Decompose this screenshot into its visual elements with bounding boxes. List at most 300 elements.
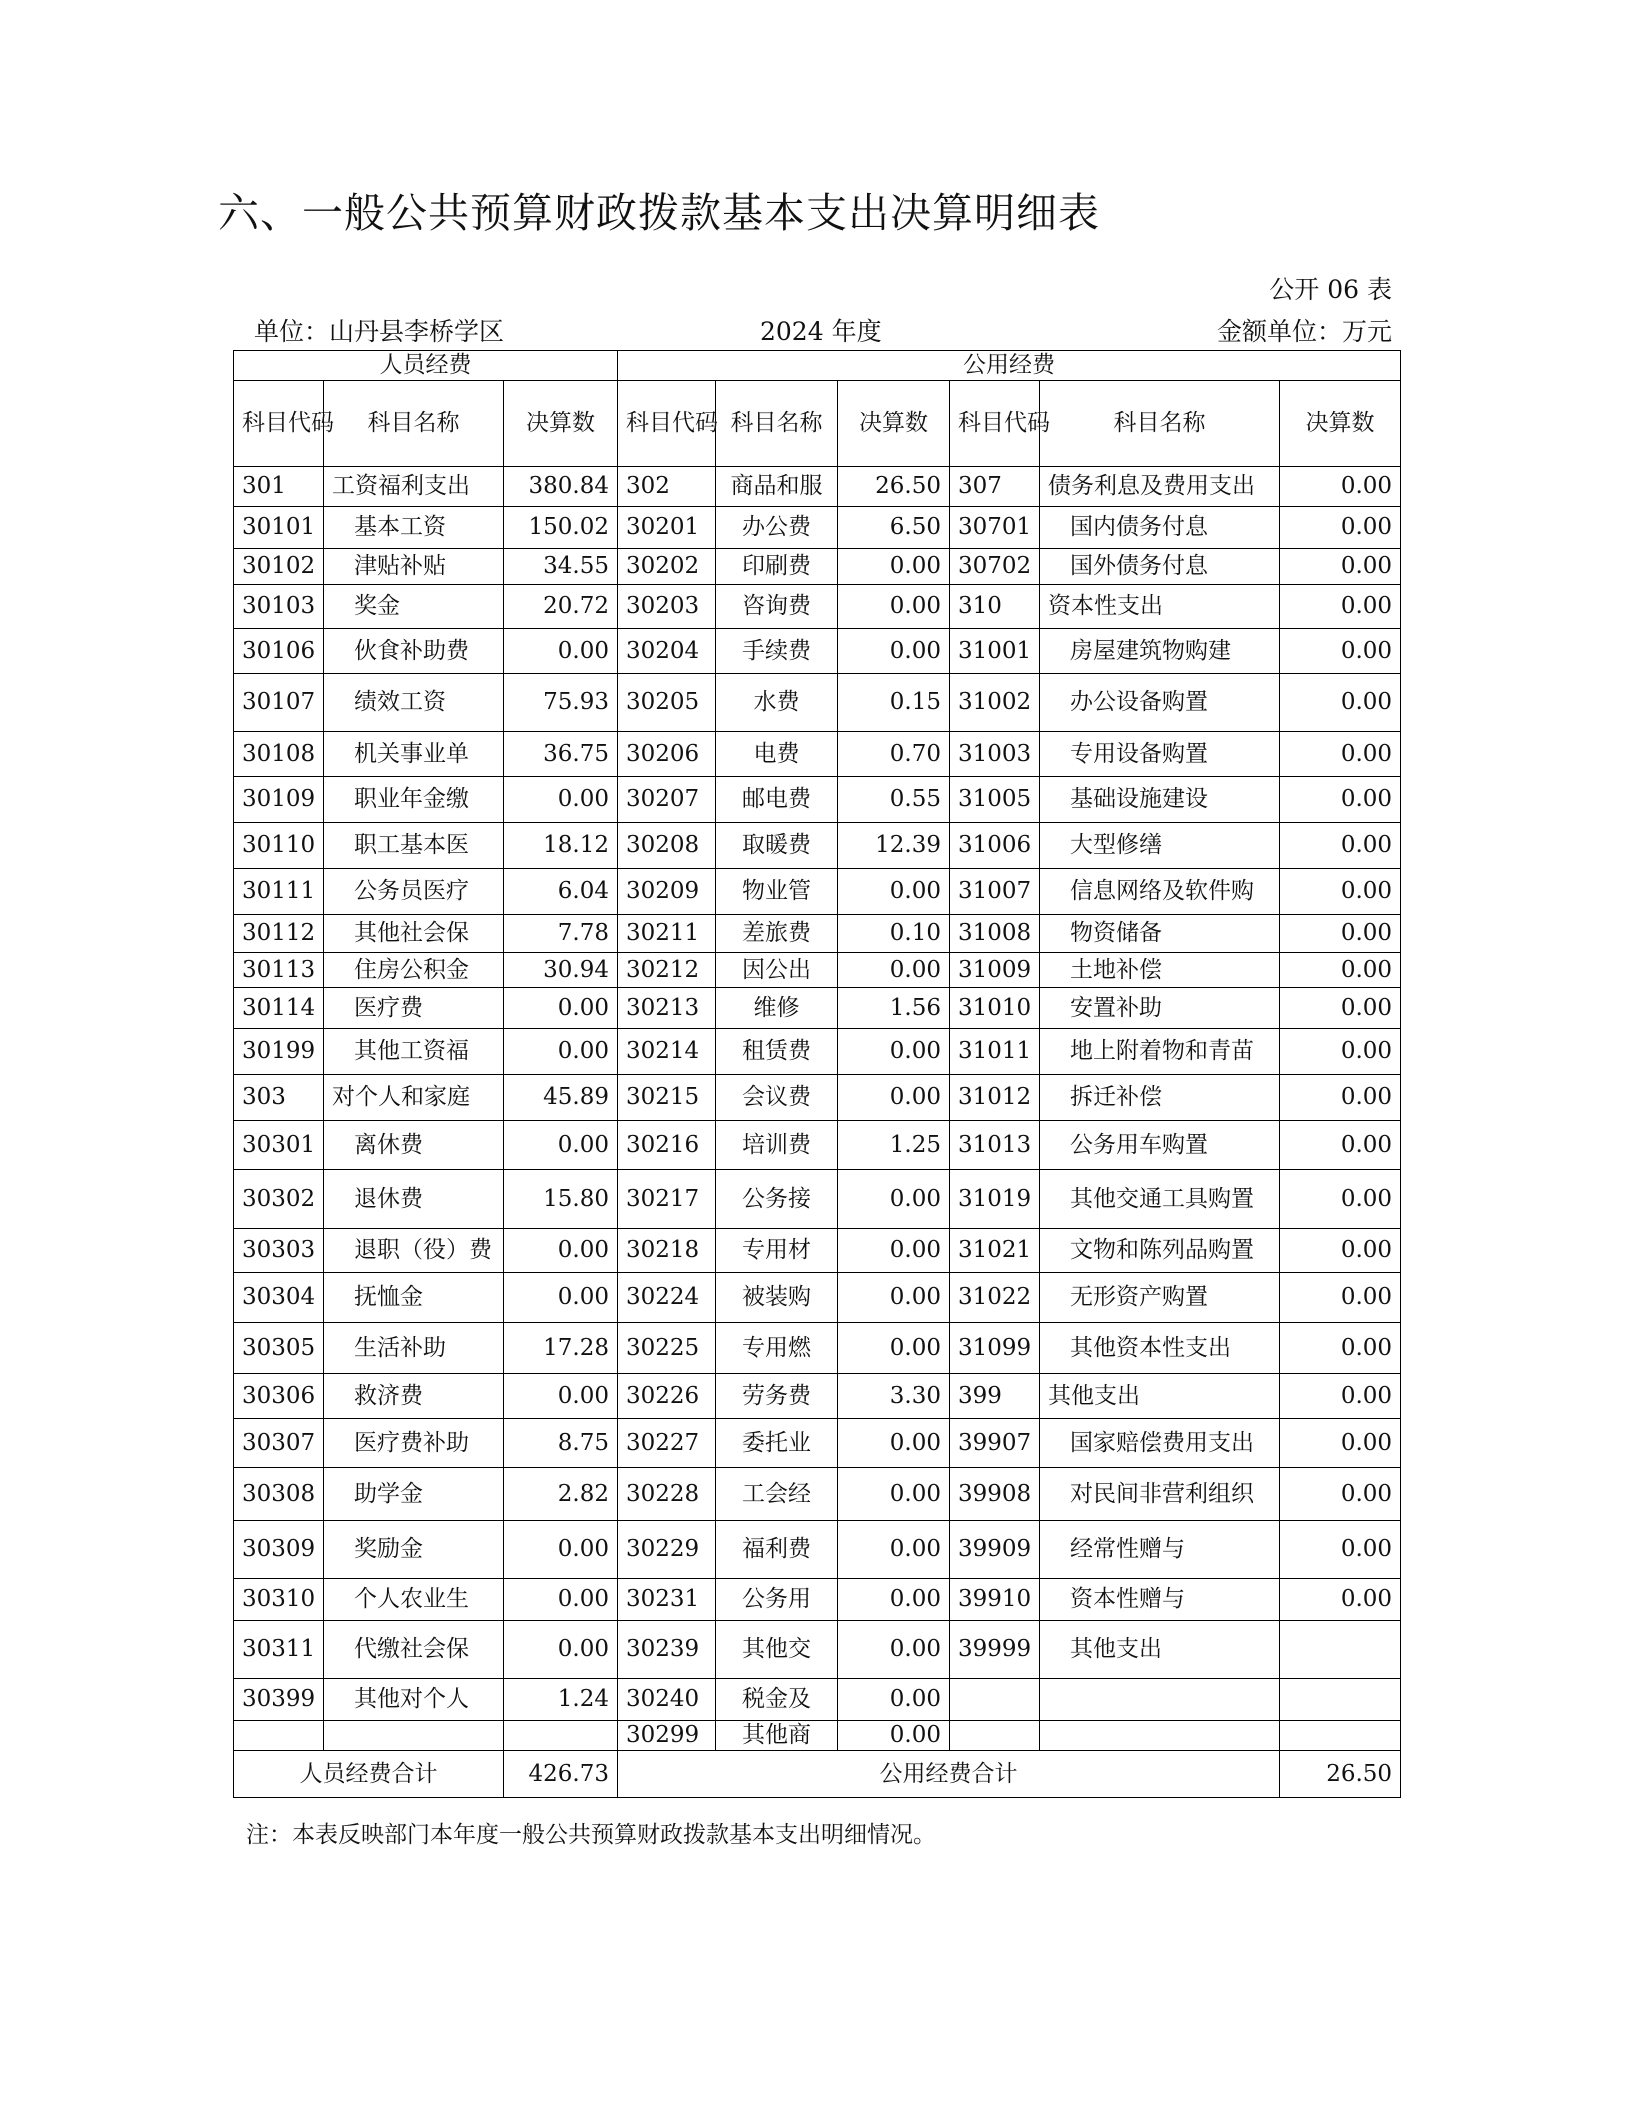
cell-amount: 0.00 [838,869,950,915]
cell-code: 31019 [950,1170,1040,1229]
cell-amount: 380.84 [504,467,618,507]
cell-code: 30215 [618,1075,716,1121]
header-code: 科目代码 [618,381,716,467]
cell-name: 水费 [716,674,838,732]
cell-name: 对个人和家庭 [324,1075,504,1121]
cell-name: 基本工资 [324,507,504,549]
cell-name: 其他交通工具购置 [1040,1170,1280,1229]
cell-name: 物资储备 [1040,915,1280,953]
cell-name: 办公费 [716,507,838,549]
cell-code: 30209 [618,869,716,915]
cell-code: 31003 [950,732,1040,777]
cell-code: 31008 [950,915,1040,953]
personnel-total-amount: 426.73 [504,1751,618,1798]
cell-code: 30110 [234,823,324,869]
cell-name: 拆迁补偿 [1040,1075,1280,1121]
table-row [234,1721,1401,1751]
cell-amount: 0.00 [838,585,950,629]
cell-amount: 0.00 [1280,1419,1401,1468]
cell-amount: 0.00 [838,1273,950,1323]
cell-amount: 150.02 [504,507,618,549]
cell-code: 310 [950,585,1040,629]
cell-code: 30226 [618,1374,716,1419]
cell-amount: 0.00 [1280,507,1401,549]
table-row [234,869,1401,915]
cell-code: 303 [234,1075,324,1121]
cell-code: 30240 [618,1679,716,1721]
cell-amount: 1.24 [504,1679,618,1721]
cell-amount: 0.00 [504,629,618,674]
cell-code: 30304 [234,1273,324,1323]
unit-label: 单位：山丹县李桥学区 [254,317,505,346]
cell-name: 抚恤金 [324,1273,504,1323]
cell-amount: 0.00 [1280,953,1401,988]
cell-amount: 0.00 [1280,915,1401,953]
group-header-row [234,351,1401,381]
cell-name: 专用燃 [716,1323,838,1374]
cell-name: 工会经 [716,1468,838,1521]
page-title: 六、一般公共预算财政拨款基本支出决算明细表 [218,189,1100,237]
cell-name: 专用设备购置 [1040,732,1280,777]
table-row [234,777,1401,823]
cell-code: 31006 [950,823,1040,869]
cell-code: 30218 [618,1229,716,1273]
cell-name: 商品和服 [716,467,838,507]
cell-amount: 26.50 [838,467,950,507]
cell-name: 绩效工资 [324,674,504,732]
cell-name: 生活补助 [324,1323,504,1374]
cell-amount: 0.00 [1280,1579,1401,1621]
cell-code: 30306 [234,1374,324,1419]
cell-code: 30299 [618,1721,716,1751]
cell-amount: 0.70 [838,732,950,777]
cell-code: 399 [950,1374,1040,1419]
cell-name: 其他支出 [1040,1621,1280,1679]
cell-name: 国外债务付息 [1040,549,1280,585]
cell-name: 津贴补贴 [324,549,504,585]
cell-name: 职工基本医 [324,823,504,869]
cell-amount: 0.00 [838,1170,950,1229]
cell-code: 39907 [950,1419,1040,1468]
totals-row [234,1751,1401,1798]
cell-name: 信息网络及软件购 [1040,869,1280,915]
cell-code: 30225 [618,1323,716,1374]
cell-code: 31001 [950,629,1040,674]
cell-code: 30227 [618,1419,716,1468]
group-header-public: 公用经费 [618,351,1401,381]
cell-name: 其他交 [716,1621,838,1679]
cell-amount [1280,1621,1401,1679]
cell-code: 39999 [950,1621,1040,1679]
cell-code: 30307 [234,1419,324,1468]
table-row [234,1323,1401,1374]
cell-code: 30216 [618,1121,716,1170]
cell-name: 土地补偿 [1040,953,1280,988]
table-row [234,1029,1401,1075]
cell-amount: 0.00 [838,953,950,988]
group-header-personnel: 人员经费 [234,351,618,381]
cell-code: 31022 [950,1273,1040,1323]
header-amount: 决算数 [1280,381,1401,467]
cell-name: 大型修缮 [1040,823,1280,869]
cell-name: 税金及 [716,1679,838,1721]
table-row [234,823,1401,869]
cell-amount: 17.28 [504,1323,618,1374]
cell-name: 咨询费 [716,585,838,629]
cell-name: 房屋建筑物购建 [1040,629,1280,674]
cell-amount [1280,1679,1401,1721]
cell-name: 差旅费 [716,915,838,953]
cell-amount: 2.82 [504,1468,618,1521]
cell-code: 307 [950,467,1040,507]
cell-amount: 0.00 [1280,1468,1401,1521]
cell-code: 30101 [234,507,324,549]
cell-name: 债务利息及费用支出 [1040,467,1280,507]
cell-amount: 0.00 [1280,988,1401,1029]
cell-code: 31010 [950,988,1040,1029]
table-row [234,915,1401,953]
cell-code: 30206 [618,732,716,777]
cell-code: 31013 [950,1121,1040,1170]
cell-amount: 0.00 [838,1419,950,1468]
table-row [234,1468,1401,1521]
table-row [234,1521,1401,1579]
cell-name: 会议费 [716,1075,838,1121]
cell-name: 住房公积金 [324,953,504,988]
cell-code: 30113 [234,953,324,988]
cell-name: 劳务费 [716,1374,838,1419]
cell-code: 30108 [234,732,324,777]
cell-amount: 12.39 [838,823,950,869]
cell-code: 30239 [618,1621,716,1679]
cell-code: 31002 [950,674,1040,732]
cell-code [234,1721,324,1751]
cell-amount: 45.89 [504,1075,618,1121]
table-row [234,674,1401,732]
cell-name: 电费 [716,732,838,777]
cell-amount: 0.00 [838,1029,950,1075]
cell-amount: 7.78 [504,915,618,953]
cell-name [324,1721,504,1751]
cell-name: 奖励金 [324,1521,504,1579]
cell-name: 委托业 [716,1419,838,1468]
cell-code: 30102 [234,549,324,585]
table-row [234,988,1401,1029]
cell-amount: 6.50 [838,507,950,549]
year-label: 2024 年度 [760,317,882,346]
cell-code: 31009 [950,953,1040,988]
cell-amount: 18.12 [504,823,618,869]
cell-name: 其他工资福 [324,1029,504,1075]
cell-amount: 0.00 [1280,1121,1401,1170]
cell-name: 手续费 [716,629,838,674]
cell-code: 30214 [618,1029,716,1075]
budget-detail-table [233,350,1401,1798]
cell-name: 工资福利支出 [324,467,504,507]
cell-code: 31007 [950,869,1040,915]
cell-amount: 0.00 [838,1579,950,1621]
cell-name: 取暖费 [716,823,838,869]
cell-amount: 0.00 [838,1075,950,1121]
header-name: 科目名称 [324,381,504,467]
cell-name: 资本性赠与 [1040,1579,1280,1621]
cell-code: 30208 [618,823,716,869]
cell-amount: 0.00 [1280,585,1401,629]
personnel-total-label: 人员经费合计 [234,1751,504,1798]
cell-amount: 1.56 [838,988,950,1029]
table-row [234,507,1401,549]
table-row [234,1374,1401,1419]
cell-code: 30199 [234,1029,324,1075]
cell-code: 31012 [950,1075,1040,1121]
cell-amount: 0.10 [838,915,950,953]
header-code: 科目代码 [950,381,1040,467]
cell-name: 经常性赠与 [1040,1521,1280,1579]
cell-amount: 15.80 [504,1170,618,1229]
cell-amount: 0.00 [838,549,950,585]
cell-name: 其他对个人 [324,1679,504,1721]
table-row [234,629,1401,674]
cell-amount: 0.00 [1280,1229,1401,1273]
cell-amount: 36.75 [504,732,618,777]
table-row [234,1121,1401,1170]
cell-name: 维修 [716,988,838,1029]
cell-code [950,1679,1040,1721]
cell-code: 30112 [234,915,324,953]
cell-code: 30107 [234,674,324,732]
cell-code: 30213 [618,988,716,1029]
cell-code: 31099 [950,1323,1040,1374]
cell-amount: 0.00 [1280,732,1401,777]
cell-name: 物业管 [716,869,838,915]
cell-code: 39910 [950,1579,1040,1621]
cell-amount: 75.93 [504,674,618,732]
cell-amount: 1.25 [838,1121,950,1170]
cell-code: 302 [618,467,716,507]
cell-amount: 0.00 [838,1679,950,1721]
cell-amount: 0.00 [838,1468,950,1521]
table-row [234,1273,1401,1323]
cell-name: 被装购 [716,1273,838,1323]
cell-code: 30114 [234,988,324,1029]
cell-code: 301 [234,467,324,507]
cell-code: 30399 [234,1679,324,1721]
cell-amount: 0.00 [1280,1521,1401,1579]
cell-amount [504,1721,618,1751]
cell-name: 助学金 [324,1468,504,1521]
cell-amount: 0.00 [1280,467,1401,507]
cell-amount: 0.00 [504,1121,618,1170]
cell-code: 31005 [950,777,1040,823]
table-row [234,732,1401,777]
cell-amount [1280,1721,1401,1751]
cell-code: 30301 [234,1121,324,1170]
cell-amount: 0.00 [504,1521,618,1579]
cell-amount: 0.00 [504,1579,618,1621]
cell-amount: 0.00 [504,777,618,823]
cell-code: 30224 [618,1273,716,1323]
cell-amount: 0.15 [838,674,950,732]
header-code: 科目代码 [234,381,324,467]
column-header-row [234,381,1401,467]
cell-name: 邮电费 [716,777,838,823]
cell-amount: 0.00 [838,1721,950,1751]
cell-name: 文物和陈列品购置 [1040,1229,1280,1273]
cell-name: 其他商 [716,1721,838,1751]
cell-amount: 8.75 [504,1419,618,1468]
cell-name: 伙食补助费 [324,629,504,674]
cell-code: 30311 [234,1621,324,1679]
cell-name: 培训费 [716,1121,838,1170]
cell-amount: 0.55 [838,777,950,823]
cell-name: 基础设施建设 [1040,777,1280,823]
cell-code: 30205 [618,674,716,732]
cell-amount: 0.00 [1280,674,1401,732]
cell-name: 国家赔偿费用支出 [1040,1419,1280,1468]
cell-code: 30212 [618,953,716,988]
cell-amount: 0.00 [504,1621,618,1679]
cell-code: 30305 [234,1323,324,1374]
cell-code: 31021 [950,1229,1040,1273]
cell-amount: 0.00 [1280,1374,1401,1419]
cell-code: 30203 [618,585,716,629]
cell-name: 地上附着物和青苗 [1040,1029,1280,1075]
cell-code: 30103 [234,585,324,629]
cell-code: 30308 [234,1468,324,1521]
header-name: 科目名称 [1040,381,1280,467]
cell-code: 30310 [234,1579,324,1621]
header-amount: 决算数 [504,381,618,467]
cell-amount: 30.94 [504,953,618,988]
cell-name: 医疗费 [324,988,504,1029]
cell-code: 30217 [618,1170,716,1229]
footnote: 注：本表反映部门本年度一般公共预算财政拨款基本支出明细情况。 [246,1822,936,1848]
cell-name [1040,1721,1280,1751]
cell-name: 医疗费补助 [324,1419,504,1468]
cell-name: 因公出 [716,953,838,988]
cell-name: 专用材 [716,1229,838,1273]
public-total-label: 公用经费合计 [618,1751,1280,1798]
cell-amount: 0.00 [1280,549,1401,585]
table-row [234,1170,1401,1229]
cell-name: 救济费 [324,1374,504,1419]
cell-amount: 0.00 [504,1374,618,1419]
cell-name: 安置补助 [1040,988,1280,1029]
cell-code: 31011 [950,1029,1040,1075]
cell-amount: 0.00 [1280,629,1401,674]
cell-amount: 0.00 [1280,823,1401,869]
cell-code: 30202 [618,549,716,585]
table-row [234,467,1401,507]
cell-name: 离休费 [324,1121,504,1170]
table-row [234,585,1401,629]
table-row [234,1419,1401,1468]
currency-unit-label: 金额单位：万元 [1216,317,1392,346]
cell-name: 公务员医疗 [324,869,504,915]
cell-code: 30201 [618,507,716,549]
cell-amount: 0.00 [1280,1323,1401,1374]
form-number: 公开 06 表 [1269,275,1392,304]
cell-name: 国内债务付息 [1040,507,1280,549]
cell-code: 30303 [234,1229,324,1273]
cell-amount: 0.00 [1280,1170,1401,1229]
table-row [234,953,1401,988]
cell-code: 30228 [618,1468,716,1521]
cell-name [1040,1679,1280,1721]
cell-name: 办公设备购置 [1040,674,1280,732]
cell-amount: 0.00 [838,1229,950,1273]
table-row [234,549,1401,585]
cell-code: 30211 [618,915,716,953]
cell-name: 机关事业单 [324,732,504,777]
cell-amount: 0.00 [838,1621,950,1679]
cell-amount: 0.00 [1280,1273,1401,1323]
cell-code: 30106 [234,629,324,674]
cell-name: 租赁费 [716,1029,838,1075]
cell-amount: 0.00 [1280,1029,1401,1075]
cell-name: 奖金 [324,585,504,629]
cell-amount: 6.04 [504,869,618,915]
cell-name: 其他支出 [1040,1374,1280,1419]
cell-amount: 34.55 [504,549,618,585]
cell-amount: 3.30 [838,1374,950,1419]
cell-code: 30302 [234,1170,324,1229]
table-row [234,1679,1401,1721]
cell-name: 代缴社会保 [324,1621,504,1679]
cell-code: 30204 [618,629,716,674]
public-total-amount: 26.50 [1280,1751,1401,1798]
cell-name: 资本性支出 [1040,585,1280,629]
cell-code: 30229 [618,1521,716,1579]
cell-code: 30701 [950,507,1040,549]
cell-name: 职业年金缴 [324,777,504,823]
cell-amount: 0.00 [1280,869,1401,915]
table-row [234,1229,1401,1273]
cell-amount: 0.00 [504,1029,618,1075]
cell-amount: 20.72 [504,585,618,629]
cell-amount: 0.00 [838,1323,950,1374]
header-name: 科目名称 [716,381,838,467]
cell-code [950,1721,1040,1751]
cell-code: 30231 [618,1579,716,1621]
cell-name: 其他社会保 [324,915,504,953]
cell-code: 30109 [234,777,324,823]
cell-code: 39909 [950,1521,1040,1579]
cell-name: 公务接 [716,1170,838,1229]
cell-amount: 0.00 [838,1521,950,1579]
cell-name: 退职（役）费 [324,1229,504,1273]
cell-name: 公务用车购置 [1040,1121,1280,1170]
table-row [234,1579,1401,1621]
cell-name: 公务用 [716,1579,838,1621]
cell-name: 退休费 [324,1170,504,1229]
table-row [234,1075,1401,1121]
cell-name: 个人农业生 [324,1579,504,1621]
cell-code: 30702 [950,549,1040,585]
cell-code: 39908 [950,1468,1040,1521]
cell-name: 印刷费 [716,549,838,585]
cell-code: 30207 [618,777,716,823]
header-amount: 决算数 [838,381,950,467]
cell-amount: 0.00 [1280,777,1401,823]
cell-amount: 0.00 [504,1229,618,1273]
cell-amount: 0.00 [838,629,950,674]
cell-name: 其他资本性支出 [1040,1323,1280,1374]
cell-amount: 0.00 [1280,1075,1401,1121]
table-row [234,1621,1401,1679]
cell-name: 对民间非营利组织 [1040,1468,1280,1521]
cell-name: 无形资产购置 [1040,1273,1280,1323]
